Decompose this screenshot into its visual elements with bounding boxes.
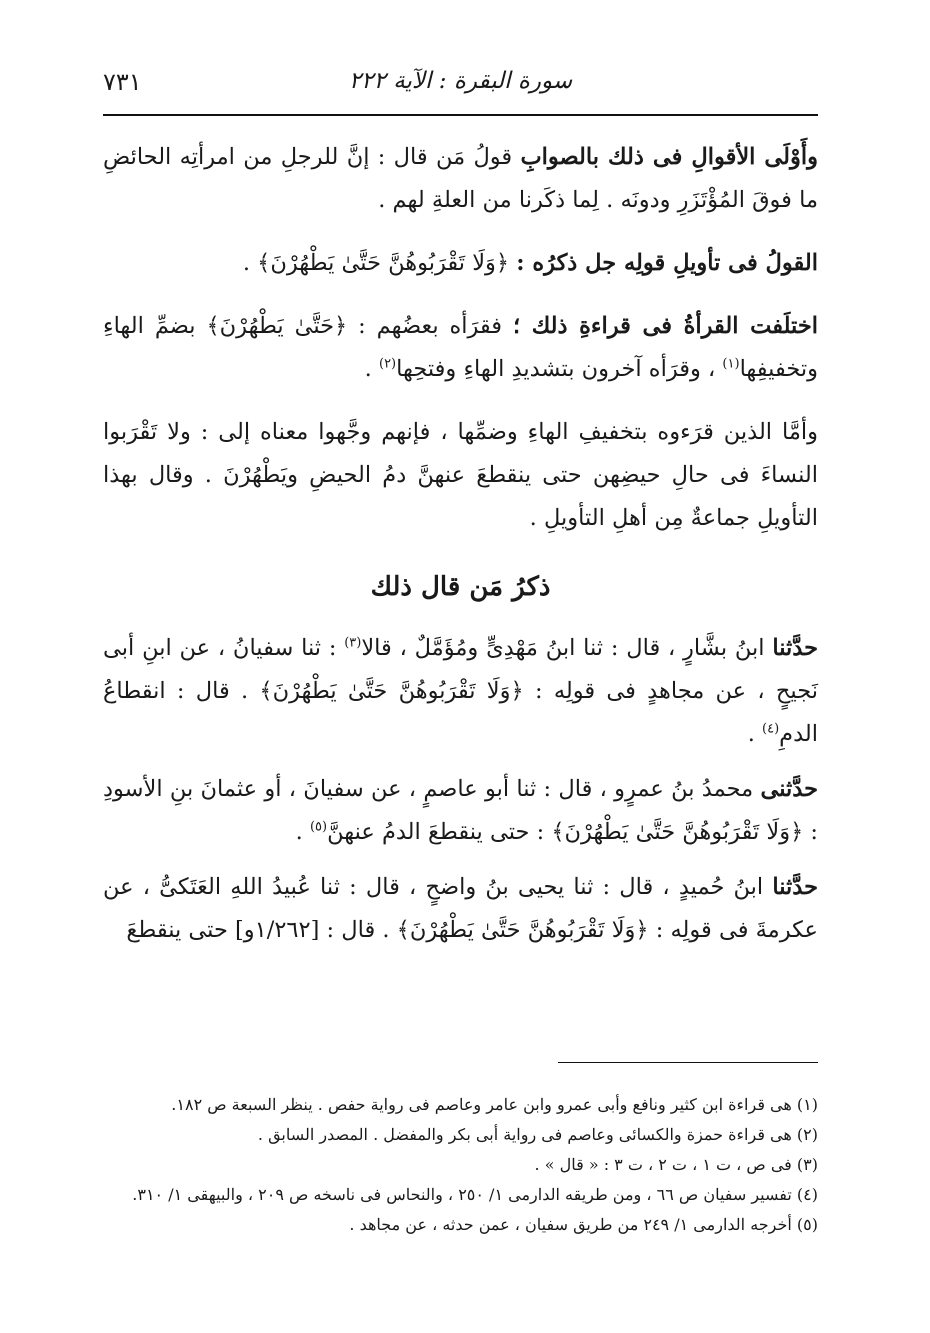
paragraph-text: قولُ مَن قال : إنَّ للرجلِ من امرأتِه الحائضِ ما فوقَ المُؤْتَزَرِ ودونَه . لِما ذكَرنا من العلةِ لهم . [103, 144, 818, 213]
paragraph [103, 136, 818, 222]
report-text: : حتى ينقطعَ الدمُ عنهنَّ [327, 819, 552, 845]
report-text: . [295, 819, 310, 845]
report-text: . قال : [١/٢٦٢و] حتى ينقطعَ [126, 917, 397, 943]
footnote-ref[interactable]: (٤) [762, 721, 780, 737]
footnote: (٥) أخرجه الدارمى ١/ ٢٤٩ من طريق سفيان ، عمن حدثه ، عن مجاهد . [349, 1215, 818, 1234]
paragraph [103, 242, 818, 285]
quran-verse: ﴿وَلَا تَقْرَبُوهُنَّ حَتَّىٰ يَطْهُرْنَ﴾ [257, 250, 517, 276]
footnote-ref[interactable]: (٣) [344, 635, 362, 651]
footnote-ref[interactable]: (٢) [378, 356, 397, 372]
footnote-divider [558, 1062, 818, 1063]
quran-verse: ﴿وَلَا تَقْرَبُوهُنَّ حَتَّىٰ يَطْهُرْنَ﴾ [396, 917, 649, 943]
paragraph [103, 411, 818, 540]
running-title: سورة البقرة : الآية ٢٢٢ [348, 68, 573, 94]
report-text: ابنُ حُميدٍ ، قال : ثنا يحيى بنُ واضحٍ ، قال : ثنا عُبيدُ اللهِ العَتَكىُّ ، عن عكرمةَ فى قولِه : [103, 874, 818, 943]
quran-verse: ﴿حَتَّىٰ يَطْهُرْنَ﴾ [206, 313, 348, 339]
report-text: ابنُ بشَّارٍ ، قال : ثنا ابنُ مَهْدِىٍّ ومُؤَمَّلٌ ، قالا [361, 635, 773, 661]
footnote-ref[interactable]: (١) [722, 356, 740, 372]
paragraph-lead: اختلَفت القرأةُ فى قراءةِ ذلك ؛ [512, 313, 818, 339]
paragraph-text: . [364, 356, 379, 382]
report-lead: حدَّثنى [760, 776, 818, 802]
footnote: (٤) تفسير سفيان ص ٦٦ ، ومن طريقه الدارمى ١/ ٢٥٠ ، والنحاس فى ناسخه ص ٢٠٩ ، والبيهقى ١/ ٣١٠. [132, 1185, 818, 1204]
report-text: : ثنا سفيانُ ، عن ابنِ أبى نَجيحٍ ، عن مجاهدٍ فى قولِه : [103, 635, 818, 704]
paragraph-text: وأمَّا الذين قرَءوه بتخفيفِ الهاءِ وضمِّها ، فإنهم وجَّهوا معناه إلى : ولا تَقْرَبوا النساءَ فى حالِ حيضِهن حتى ينقطعَ عنهنَّ دمُ الحيضِ ويَطْهُرْنَ . وقال بهذا التأويلِ جماعةٌ مِن أهلِ التأويلِ . [103, 419, 818, 531]
footnote: (١) هى قراءة ابن كثير ونافع وأبى عمرو وابن عامر وعاصم فى رواية حفص . ينظر السبعة ص ١٨٢. [171, 1095, 818, 1114]
report-text: محمدُ بنُ عمرٍو ، قال : ثنا أبو عاصمٍ ، عن سفيانَ ، أو عثمانَ بنِ الأسودِ : [103, 776, 818, 845]
footnotes [103, 1090, 818, 1240]
footnote-ref[interactable]: (٥) [309, 819, 328, 835]
report-lead: حدَّثنا [772, 635, 818, 661]
quran-verse: ﴿وَلَا تَقْرَبُوهُنَّ حَتَّىٰ يَطْهُرْنَ﴾ [259, 678, 524, 704]
report-text: . [747, 721, 762, 747]
footnote: (٢) هى قراءة حمزة والكسائى وعاصم فى رواية أبى بكر والمفضل . المصدر السابق . [257, 1125, 818, 1144]
main-text [103, 136, 818, 964]
footnote: (٣) فى ص ، ت ١ ، ت ٢ ، ت ٣ : « قال » . [534, 1155, 818, 1174]
section-heading: ذكرُ مَن قال ذلك [370, 572, 551, 602]
paragraph [103, 305, 818, 391]
paragraph-text: ، وقرَأه آخرون بتشديدِ الهاءِ وفتحِها [396, 356, 723, 382]
report [103, 627, 818, 756]
paragraph-text: فقرَأه بعضُهم : [347, 313, 513, 339]
paragraph-text: بضمِّ الهاءِ وتخفيفِها [103, 313, 818, 382]
report [103, 768, 818, 854]
quran-verse: ﴿وَلَا تَقْرَبُوهُنَّ حَتَّىٰ يَطْهُرْنَ﴾ [551, 819, 804, 845]
report [103, 866, 818, 952]
paragraph-lead: وأَوْلَى الأقوالِ فى ذلك بالصوابِ [520, 144, 818, 170]
page-header [103, 62, 818, 116]
report-text: . قال : انقطاعُ الدمِ [103, 678, 818, 747]
page-number: ٧٣١ [103, 68, 142, 96]
report-lead: حدَّثنا [772, 874, 818, 900]
paragraph-text: . [242, 250, 258, 276]
paragraph-lead: القولُ فى تأويلِ قولِه جل ذكرُه : [516, 250, 818, 276]
